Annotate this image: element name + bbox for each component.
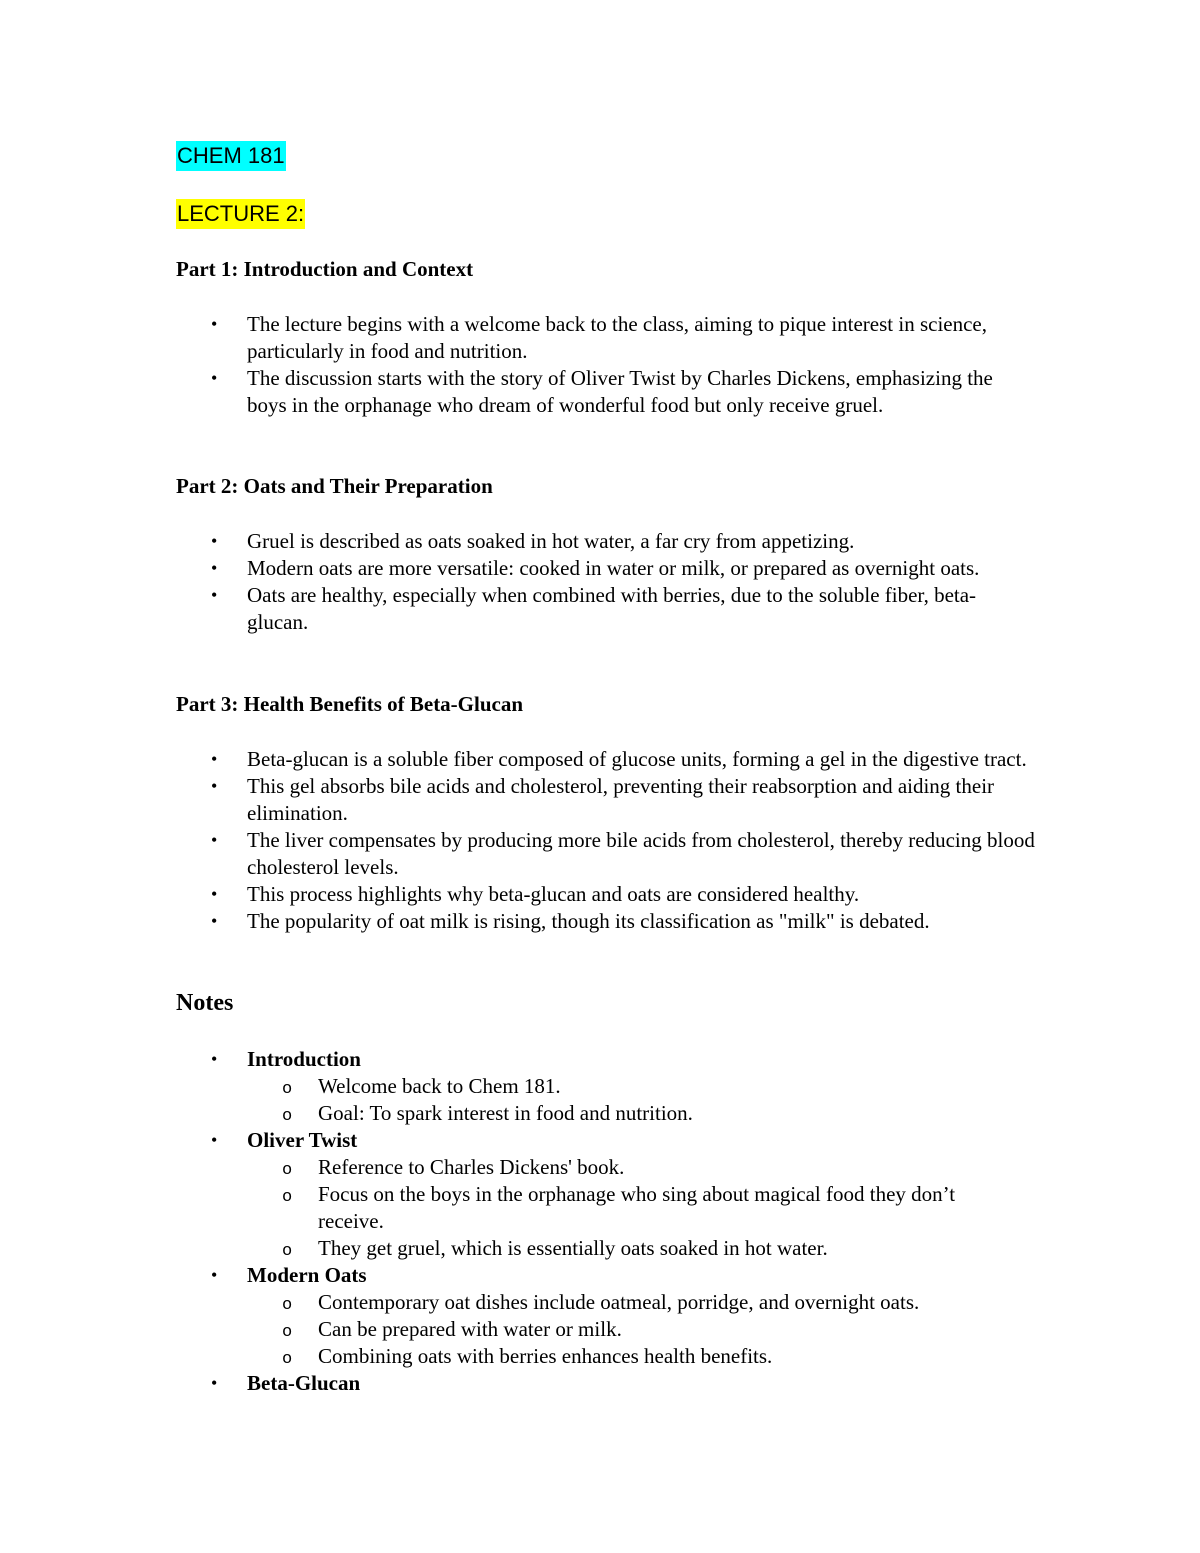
bullet-icon: •	[211, 776, 218, 796]
hollow-circle-bullet-icon: o	[282, 1323, 293, 1342]
notes-subtopic-list	[247, 1073, 1036, 1127]
subtopic-text: They get gruel, which is essentially oats soaked in hot water.	[318, 1236, 828, 1260]
hollow-circle-bullet-icon: o	[282, 1242, 293, 1261]
part-2-heading: Part 2: Oats and Their Preparation	[176, 474, 493, 498]
bullet-icon: •	[211, 1130, 218, 1150]
bullet-icon: •	[211, 368, 218, 388]
list-item	[247, 1289, 1036, 1316]
bullet-icon: •	[211, 585, 218, 605]
list-item	[247, 1235, 1036, 1262]
bullet-text: Modern oats are more versatile: cooked in water or milk, or prepared as overnight oats.	[247, 556, 980, 580]
part-3-bullet-list	[176, 746, 1036, 935]
part-2-bullet-list	[176, 528, 1036, 636]
hollow-circle-bullet-icon: o	[282, 1296, 293, 1315]
bullet-text: The discussion starts with the story of Oliver Twist by Charles Dickens, emphasizing the boys in the orphanage who dream of wonderful food but only receive gruel.	[247, 366, 993, 417]
list-item	[247, 1154, 1036, 1181]
bullet-icon: •	[211, 884, 218, 904]
bullet-text: The liver compensates by producing more bile acids from cholesterol, thereby reducing blood cholesterol levels.	[247, 828, 1035, 879]
hollow-circle-bullet-icon: o	[282, 1107, 293, 1126]
notes-topic-item	[176, 1127, 1036, 1262]
bullet-text: This process highlights why beta-glucan and oats are considered healthy.	[247, 882, 860, 906]
bullet-icon: •	[211, 911, 218, 931]
bullet-icon: •	[211, 314, 218, 334]
bullet-text: This gel absorbs bile acids and cholesterol, preventing their reabsorption and aiding their elimination.	[247, 774, 995, 825]
subtopic-text: Goal: To spark interest in food and nutrition.	[318, 1101, 693, 1125]
list-item	[176, 365, 1036, 419]
part-1-bullet-list	[176, 311, 1036, 419]
hollow-circle-bullet-icon: o	[282, 1188, 293, 1207]
bullet-icon: •	[211, 531, 218, 551]
notes-topic-title: Oliver Twist	[247, 1128, 358, 1152]
bullet-icon: •	[211, 830, 218, 850]
subtopic-text: Focus on the boys in the orphanage who sing about magical food they don’t receive.	[318, 1182, 956, 1233]
part-3-heading: Part 3: Health Benefits of Beta-Glucan	[176, 692, 524, 716]
bullet-text: The popularity of oat milk is rising, though its classification as "milk" is debated.	[247, 909, 930, 933]
bullet-text: Beta-glucan is a soluble fiber composed of glucose units, forming a gel in the digestive tract.	[247, 747, 1027, 771]
subtopic-text: Reference to Charles Dickens' book.	[318, 1155, 625, 1179]
notes-topic-item	[176, 1046, 1036, 1127]
bullet-icon: •	[211, 558, 218, 578]
notes-outline-list	[176, 1046, 1036, 1397]
list-item	[176, 555, 1036, 582]
list-item	[176, 773, 1036, 827]
lecture-label: LECTURE 2:	[176, 199, 305, 229]
notes-topic-item	[176, 1262, 1036, 1370]
list-item	[176, 746, 1036, 773]
bullet-text: The lecture begins with a welcome back to the class, aiming to pique interest in science, particularly in food and nutrition.	[247, 312, 988, 363]
list-item	[176, 827, 1036, 881]
list-item	[176, 528, 1036, 555]
bullet-icon: •	[211, 749, 218, 769]
notes-topic-title: Beta-Glucan	[247, 1371, 361, 1395]
hollow-circle-bullet-icon: o	[282, 1080, 293, 1099]
list-item	[247, 1316, 1036, 1343]
notes-topic-item	[176, 1370, 1036, 1397]
subtopic-text: Can be prepared with water or milk.	[318, 1317, 622, 1341]
course-code-title: CHEM 181	[176, 141, 286, 171]
notes-subtopic-list	[247, 1289, 1036, 1370]
notes-heading: Notes	[176, 990, 234, 1016]
notes-subtopic-list	[247, 1154, 1036, 1262]
subtopic-text: Contemporary oat dishes include oatmeal, porridge, and overnight oats.	[318, 1290, 920, 1314]
list-item	[176, 881, 1036, 908]
bullet-text: Gruel is described as oats soaked in hot water, a far cry from appetizing.	[247, 529, 855, 553]
list-item	[247, 1343, 1036, 1370]
bullet-text: Oats are healthy, especially when combined with berries, due to the soluble fiber, beta-glucan.	[247, 583, 977, 634]
notes-topic-title: Modern Oats	[247, 1263, 367, 1287]
list-item	[247, 1073, 1036, 1100]
list-item	[176, 311, 1036, 365]
subtopic-text: Combining oats with berries enhances health benefits.	[318, 1344, 773, 1368]
bullet-icon: •	[211, 1373, 218, 1393]
subtopic-text: Welcome back to Chem 181.	[318, 1074, 561, 1098]
hollow-circle-bullet-icon: o	[282, 1350, 293, 1369]
list-item	[176, 908, 1036, 935]
part-1-heading: Part 1: Introduction and Context	[176, 257, 474, 281]
list-item	[247, 1181, 1036, 1235]
list-item	[247, 1100, 1036, 1127]
hollow-circle-bullet-icon: o	[282, 1161, 293, 1180]
bullet-icon: •	[211, 1049, 218, 1069]
notes-topic-title: Introduction	[247, 1047, 361, 1071]
bullet-icon: •	[211, 1265, 218, 1285]
list-item	[176, 582, 1036, 636]
